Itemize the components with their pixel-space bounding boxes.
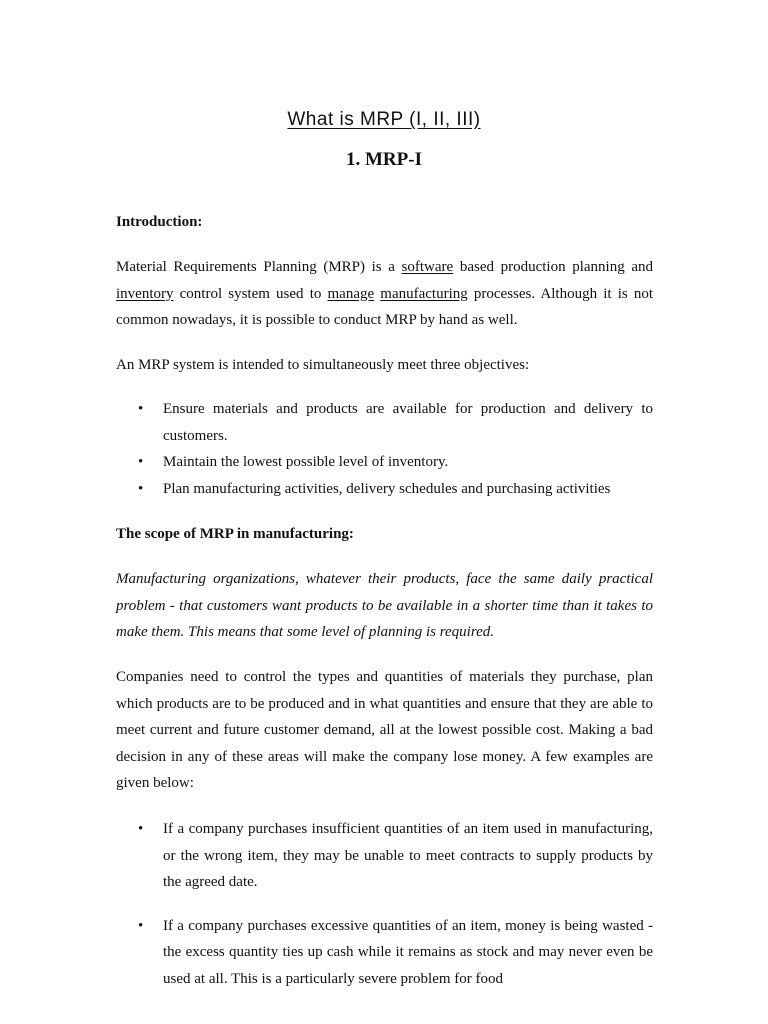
- list-item: [116, 816, 653, 896]
- list-item-text: Plan manufacturing activities, delivery schedules and purchasing activities: [163, 480, 611, 497]
- bullet-icon: •: [138, 821, 144, 837]
- list-item: [116, 913, 653, 993]
- list-item-text: Ensure materials and products are available for production and delivery to customers.: [163, 401, 653, 444]
- objectives-list: [116, 396, 653, 502]
- list-item-text: If a company purchases insufficient quantities of an item used in manufacturing, or the wrong item, they may be unable to meet contracts to supply products by the agreed date.: [163, 821, 653, 890]
- list-item: [116, 396, 653, 449]
- bullet-icon: •: [138, 401, 144, 417]
- companies-paragraph: Companies need to control the types and quantities of materials they purchase, plan which products are to be produced and in what quantities and ensure that they are able to meet current and future customer demand, all at the lowest possible cost. Making a bad decision in any of these areas will make the company lose money. A few examples are given below:: [116, 669, 653, 791]
- intro-paragraph: [116, 254, 653, 334]
- intro-text-5: processes. Although it is not common nowadays, it is possible to conduct MRP by hand as well.: [116, 285, 654, 328]
- link-manufacturing[interactable]: manufacturing: [380, 285, 468, 302]
- bullet-icon: •: [138, 480, 144, 497]
- section-heading: 1. MRP-I: [346, 149, 422, 170]
- intro-text-2: based production planning and: [453, 259, 653, 275]
- intro-text-1: Material Requirements Planning (MRP) is a: [116, 259, 402, 275]
- list-item: [116, 449, 653, 476]
- document-title: What is MRP (I, II, III): [287, 109, 481, 130]
- list-item-text: If a company purchases excessive quantities of an item, money is being wasted - the excess quantity ties up cash while it remains as stock and may never even be used at all. This is a particularly severe problem for food: [163, 917, 653, 987]
- list-item-text: Maintain the lowest possible level of inventory.: [163, 454, 449, 470]
- intro-heading: Introduction:: [116, 214, 203, 230]
- link-inventory[interactable]: inventory: [116, 285, 174, 302]
- intro-text-3: control system used to: [173, 285, 328, 302]
- link-software[interactable]: software: [401, 259, 454, 275]
- bullet-icon: •: [138, 454, 144, 470]
- link-manage[interactable]: manage: [327, 285, 375, 302]
- bullet-icon: •: [138, 917, 144, 934]
- list-item: [116, 476, 653, 503]
- scope-heading: The scope of MRP in manufacturing:: [116, 526, 354, 542]
- examples-list: [116, 816, 653, 992]
- scope-paragraph: Manufacturing organizations, whatever their products, face the same daily practical problem - that customers want products to be available in a shorter time than it takes to make them. This means that some level of planning is required.: [116, 571, 653, 640]
- objectives-intro: An MRP system is intended to simultaneously meet three objectives:: [116, 357, 530, 373]
